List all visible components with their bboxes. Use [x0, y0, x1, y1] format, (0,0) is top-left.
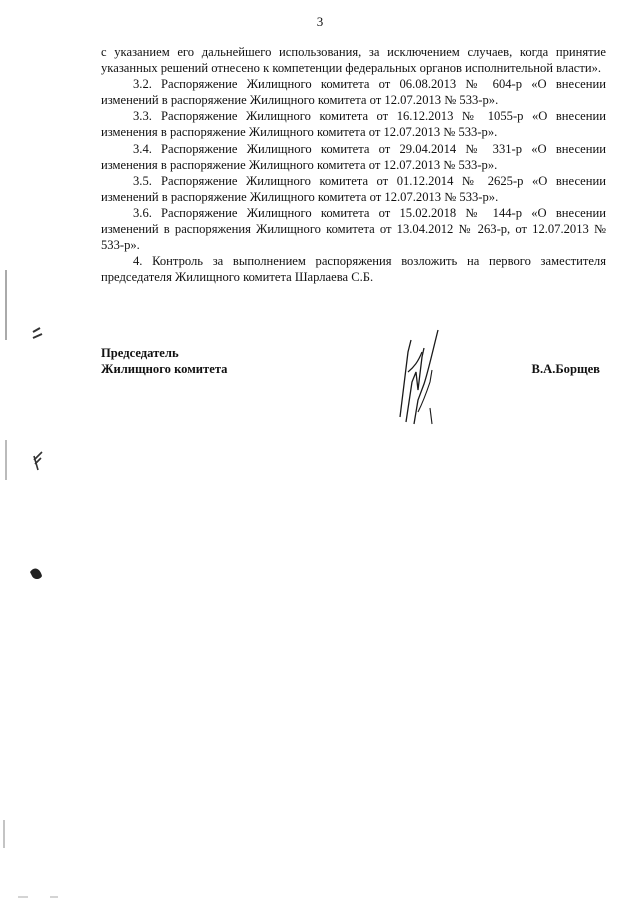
signer-name: В.А.Борщев [531, 362, 600, 376]
item-number: 3.2. [133, 77, 152, 92]
item-number: 3.4. [133, 141, 152, 156]
page-number: 3 [316, 14, 324, 29]
item-number: 3.3. [133, 109, 152, 124]
item-number: 3.6. [133, 205, 152, 220]
paragraph-text: Распоряжение Жилищного комитета от 01.12.2014 № 2625-р «О внесении изменений в распоряжение Жилищного комитета от 12.07.2013 № 533-р». [101, 173, 606, 204]
paragraph-text: Распоряжение Жилищного комитета от 29.04.2014 № 331-р «О внесении изменения в распоряжение Жилищного комитета от 12.07.2013 № 533-р». [101, 141, 606, 172]
signer-title-line1: Председатель [101, 346, 179, 360]
paragraph-text: с указанием его дальнейшего использования, за исключением случаев, когда принятие указанных решений отнесено к компетенции федеральных органов исполнительной власти». [101, 45, 606, 76]
paragraph-text: Распоряжение Жилищного комитета от 15.02.2018 № 144-р «О внесении изменений в распоряжения Жилищного комитета от 13.04.2012 № 263-р, от 12.07.2013 № 533-р». [101, 205, 606, 253]
paragraph-text: Распоряжение Жилищного комитета от 16.12.2013 № 1055-р «О внесении изменения в распоряжение Жилищного комитета от 12.07.2013 № 533-р». [101, 109, 606, 140]
paragraph-text: Распоряжение Жилищного комитета от 06.08.2013 № 604-р «О внесении изменений в распоряжение Жилищного комитета от 12.07.2013 № 533-р». [101, 77, 606, 108]
signer-title-line2: Жилищного комитета [101, 362, 228, 376]
item-number: 3.5. [133, 173, 152, 188]
paragraph-text: 4. Контроль за выполнением распоряжения возложить на первого заместителя председателя Жилищного комитета Шарлаева С.Б. [101, 254, 606, 285]
